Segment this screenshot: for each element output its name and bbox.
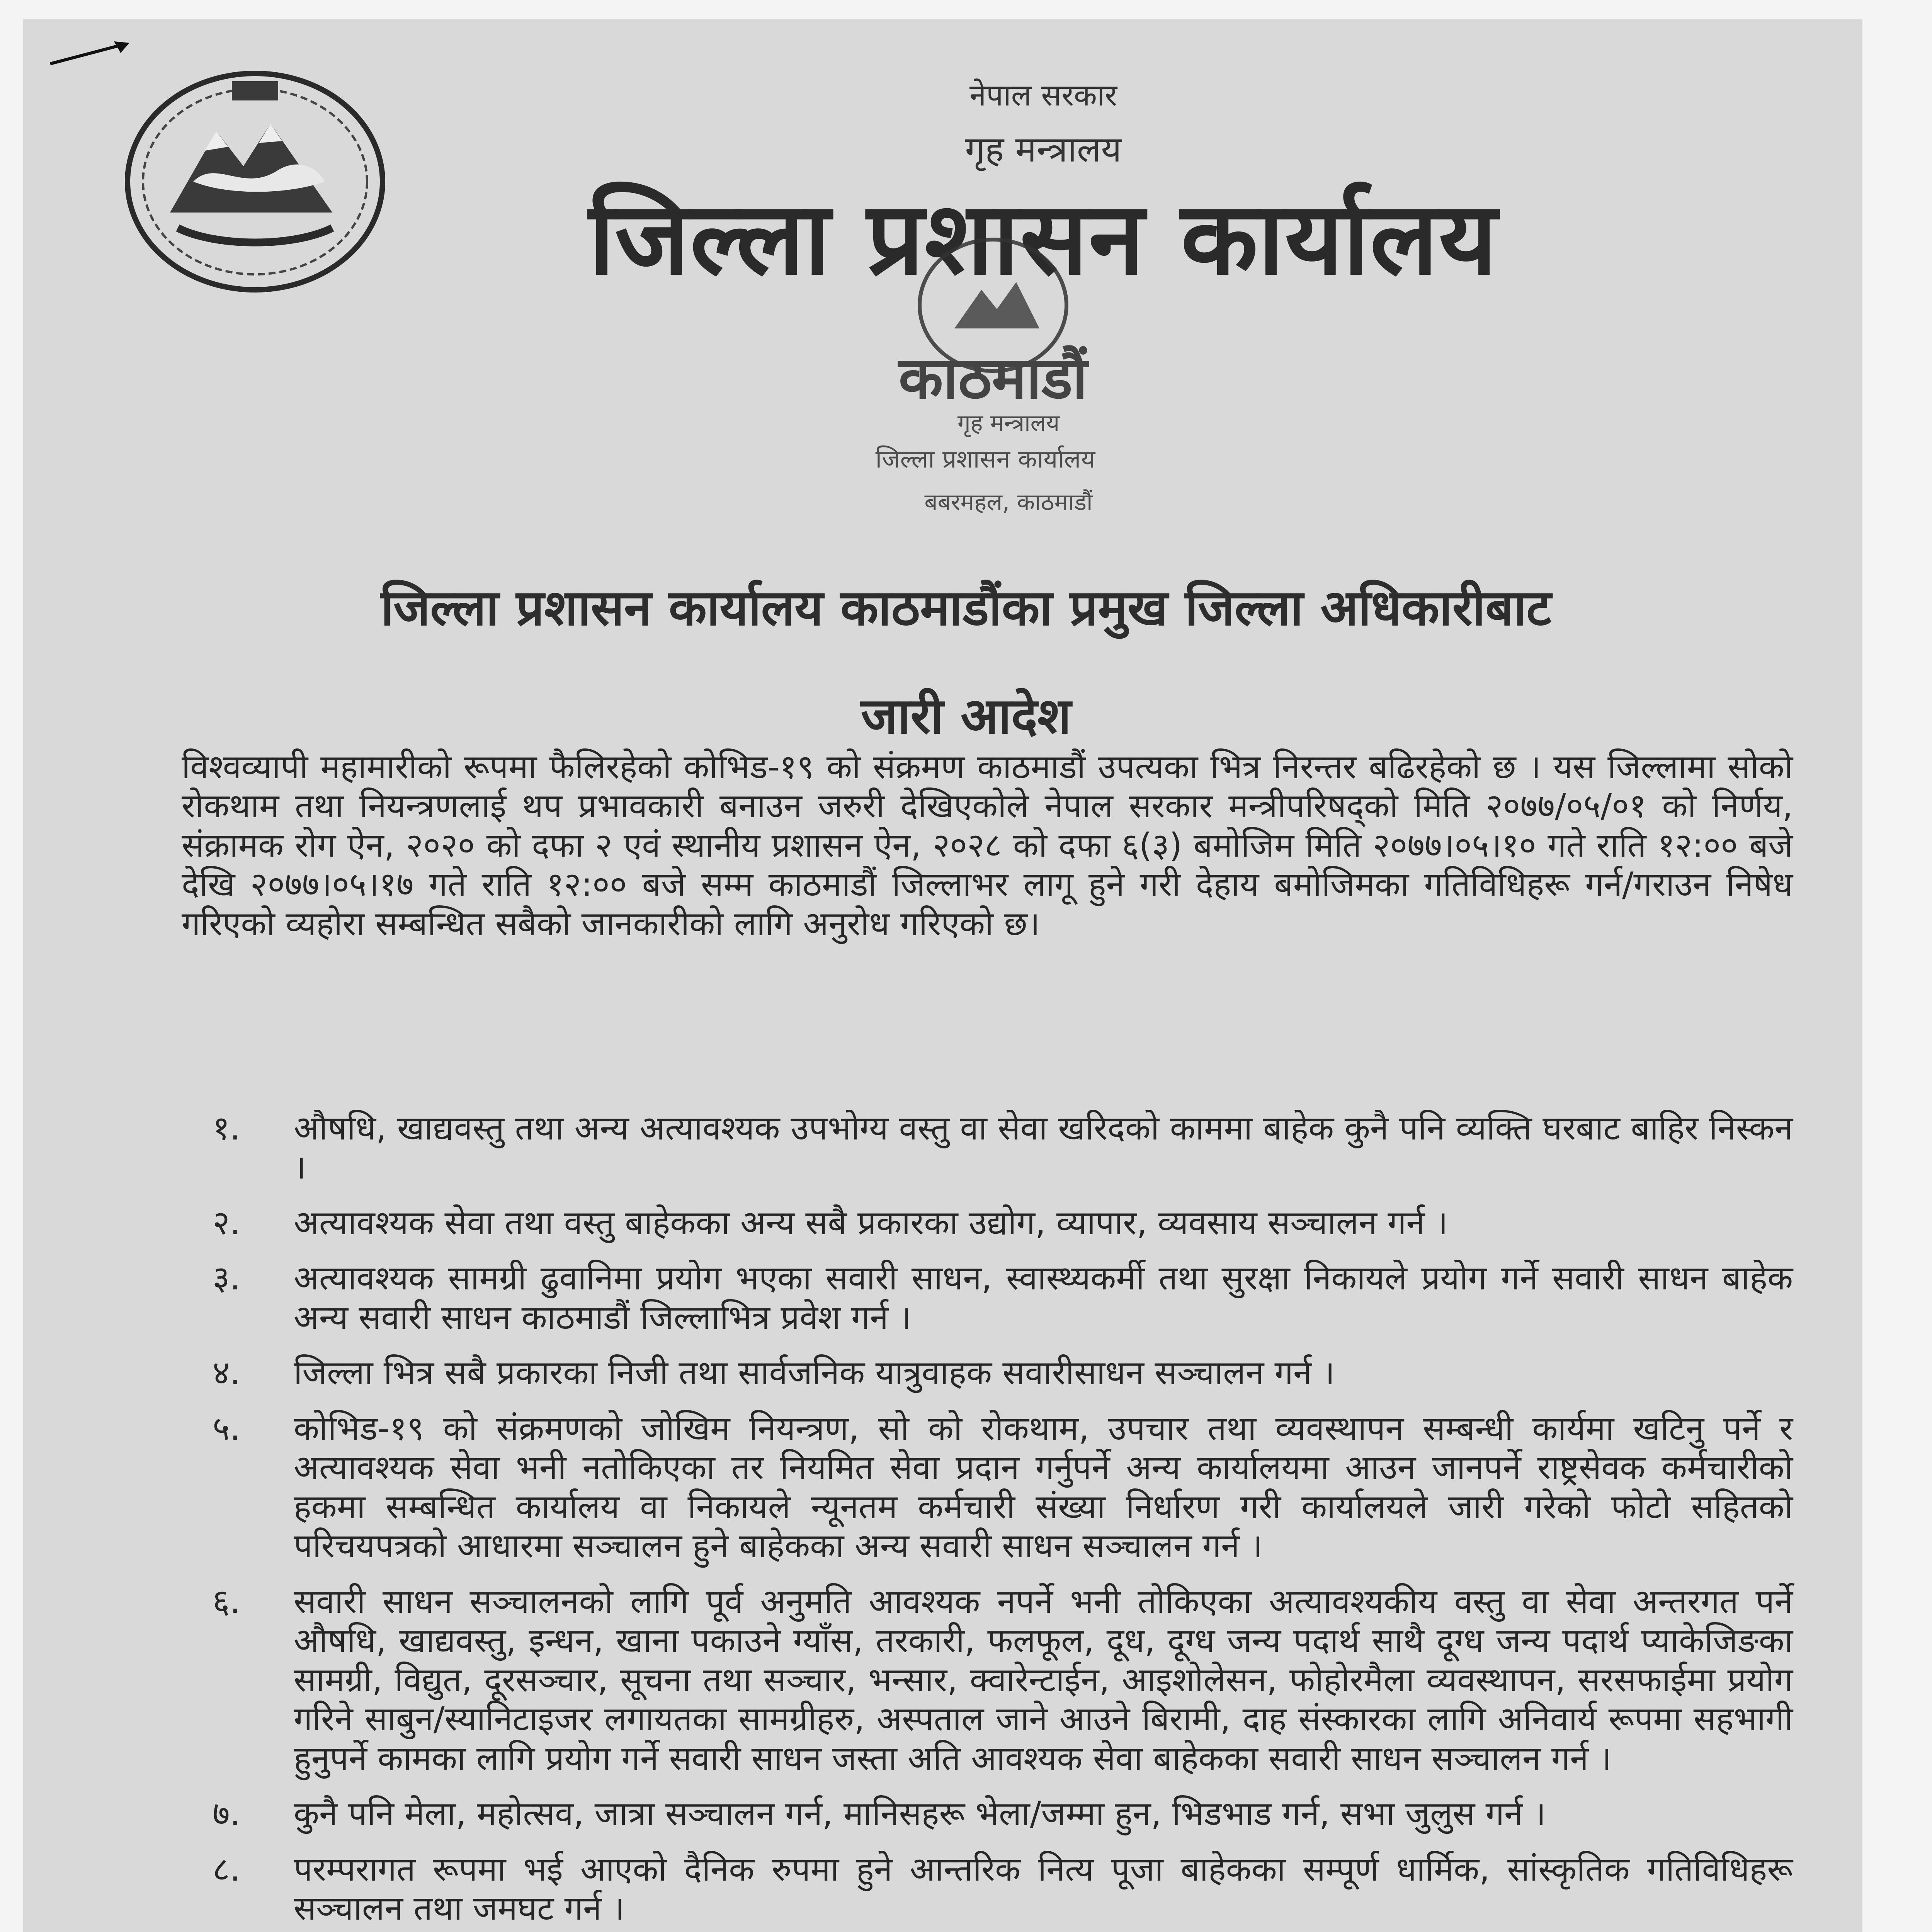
- order-number: ७.: [213, 1794, 241, 1833]
- order-number: ६.: [213, 1582, 241, 1621]
- order-text: अत्यावश्यक सामग्री ढुवानिमा प्रयोग भएका सवारी साधन, स्वास्थ्यकर्मी तथा सुरक्षा निकायले प्रयोग गर्ने सवारी साधन बाहेक अन्य सवारी साधन काठमाडौं जिल्लाभित्र प्रवेश गर्न ।: [294, 1259, 1793, 1337]
- order-item: [182, 1582, 1793, 1778]
- order-item: [182, 1794, 1793, 1833]
- order-number: २.: [213, 1203, 241, 1242]
- order-text: सवारी साधन सञ्चालनको लागि पूर्व अनुमति आवश्यक नपर्ने भनी तोकिएका अत्यावश्यकीय वस्तु वा सेवा अन्तरगत पर्ने औषधि, खाद्यवस्तु, इन्धन, खाना पकाउने ग्याँस, तरकारी, फलफूल, दूध, दूग्ध जन्य पदार्थ साथै दूग्ध जन्य पदार्थ प्याकेजिङका सामग्री, विद्युत, दूरसञ्चार, सूचना तथा सञ्चार, भन्सार, क्वारेन्टाईन, आइशोलेसन, फोहोरमैला व्यवस्थापन, सरसफाईमा प्रयोग गरिने साबुन/स्यानिटाइजर लगायतका सामग्रीहरु, अस्पताल जाने आउने बिरामी, दाह संस्कारका लागि अनिवार्य रूपमा सहभागी हुनुपर्ने कामका लागि प्रयोग गर्ने सवारी साधन जस्ता अति आवश्यक सेवा बाहेकका सवारी साधन सञ्चालन गर्न ।: [294, 1582, 1793, 1778]
- order-item: [182, 1109, 1793, 1187]
- government-name: नेपाल सरकार: [969, 78, 1117, 113]
- order-number: ४.: [213, 1354, 241, 1393]
- order-item: [182, 1354, 1793, 1393]
- order-number: १.: [213, 1109, 241, 1148]
- order-text: औषधि, खाद्यवस्तु तथा अन्य अत्यावश्यक उपभोग्य वस्तु वा सेवा खरिदको काममा बाहेक कुनै पनि व्यक्ति घरबाट बाहिर निस्कन ।: [294, 1109, 1793, 1187]
- stamp-office: जिल्ला प्रशासन कार्यालय: [875, 445, 1095, 474]
- ministry-name: गृह मन्त्रालय: [965, 129, 1122, 170]
- stamp-district: काठमाडौं: [898, 345, 1088, 412]
- order-text: अत्यावश्यक सेवा तथा वस्तु बाहेकका अन्य सबै प्रकारका उद्योग, व्यापार, व्यवसाय सञ्चालन गर्न ।: [294, 1203, 1448, 1242]
- office-name: जिल्ला प्रशासन कार्यालय: [588, 180, 1498, 297]
- order-number: ३.: [213, 1259, 241, 1298]
- order-list: [182, 1109, 1793, 1932]
- order-text: कोभिड-१९ को संक्रमणको जोखिम नियन्त्रण, सो को रोकथाम, उपचार तथा व्यवस्थापन सम्बन्धी कार्यमा खटिनु पर्ने र अत्यावश्यक सेवा भनी नतोकिएका तर नियमित सेवा प्रदान गर्नुपर्ने अन्य कार्यालयमा आउन जानपर्ने राष्ट्रसेवक कर्मचारीको हकमा सम्बन्धित कार्यालय वा निकायले न्यूनतम कर्मचारी संख्या निर्धारण गरी कार्यालयले जारी गरेको फोटो सहितको परिचयपत्रको आधारमा सञ्चालन हुने बाहेकका अन्य सवारी साधन सञ्चालन गर्न ।: [294, 1409, 1793, 1566]
- order-item: [182, 1204, 1793, 1243]
- order-text: जिल्ला भित्र सबै प्रकारका निजी तथा सार्वजनिक यात्रुवाहक सवारीसाधन सञ्चालन गर्न ।: [294, 1354, 1335, 1393]
- order-title-line1: जिल्ला प्रशासन कार्यालय काठमाडौंका प्रमुख जिल्ला अधिकारीबाट: [381, 579, 1551, 637]
- order-title-line2: जारी आदेश: [861, 687, 1071, 745]
- stamp-ministry: गृह मन्त्रालय: [957, 410, 1060, 437]
- stamp-location: बबरमहल, काठमाडौं: [924, 489, 1093, 516]
- order-text: कुनै पनि मेला, महोत्सव, जात्रा सञ्चालन गर्न, मानिसहरू भेला/जम्मा हुन, भिडभाड गर्न, सभा जुलुस गर्न ।: [294, 1794, 1546, 1833]
- order-number: ५.: [213, 1409, 241, 1448]
- nepal-government-emblem: [116, 66, 394, 298]
- arrow-mark-icon: [46, 37, 139, 68]
- order-text: परम्परागत रूपमा भई आएको दैनिक रुपमा हुने आन्तरिक नित्य पूजा बाहेकका सम्पूर्ण धार्मिक, सांस्कृतिक गतिविधिहरू सञ्चालन तथा जमघट गर्न ।: [294, 1850, 1793, 1928]
- order-number: ८.: [213, 1850, 241, 1889]
- order-item: [182, 1259, 1793, 1337]
- intro-paragraph: विश्वव्यापी महामारीको रूपमा फैलिरहेको कोभिड-१९ को संक्रमण काठमाडौं उपत्यका भित्र निरन्तर बढिरहेको छ । यस जिल्लामा सोको रोकथाम तथा नियन्त्रणलाई थप प्रभावकारी बनाउन जरुरी देखिएकोले नेपाल सरकार मन्त्रीपरिषद्को मिति २०७७/०५/०१ को निर्णय, संक्रामक रोग ऐन, २०२० को दफा २ एवं स्थानीय प्रशासन ऐन, २०२८ को दफा ६(३) बमोजिम मिति २०७७।०५।१० गते राति १२:०० बजे देखि २०७७।०५।१७ गते राति १२:०० बजे सम्म काठमाडौं जिल्लाभर लागू हुने गरी देहाय बमोजिमका गतिविधिहरू गर्न/गराउन निषेध गरिएको व्यहोरा सम्बन्धित सबैको जानकारीको लागि अनुरोध गरिएको छ।: [182, 748, 1793, 943]
- order-item: [182, 1850, 1793, 1929]
- order-item: [182, 1409, 1793, 1566]
- office-stamp: [792, 216, 1198, 545]
